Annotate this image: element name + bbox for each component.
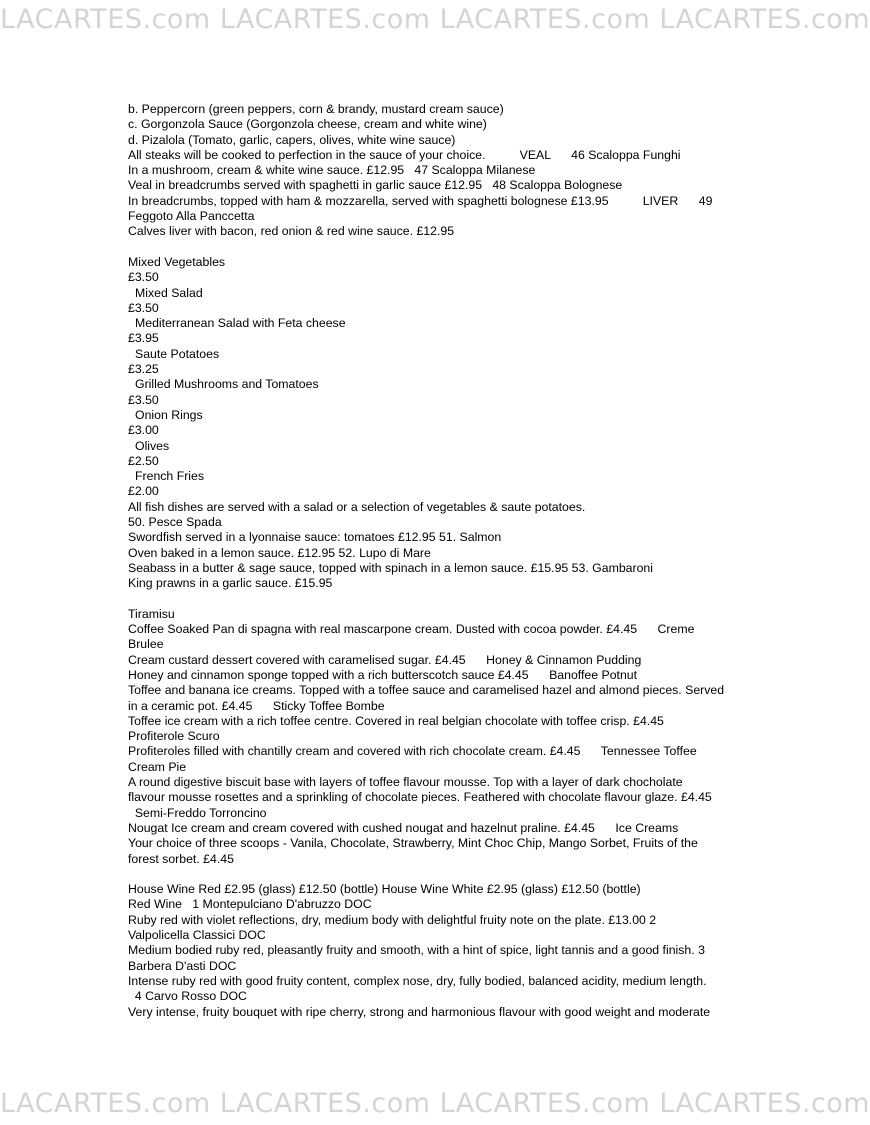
- side-price: £2.50: [128, 453, 159, 468]
- side-line: Mixed Salad: [135, 285, 203, 300]
- side-line: Mixed Vegetables: [128, 254, 226, 269]
- menu-line: Seabass in a butter & sage sauce, topped with spinach in a lemon sauce. £15.95 53. Gambaroni: [128, 560, 654, 575]
- wines-section: [128, 882, 748, 1020]
- menu-line: b. Peppercorn (green peppers, corn & brandy, mustard cream sauce): [128, 102, 504, 116]
- watermark-top: LACARTES.com LACARTES.com LACARTES.com LACARTES.com: [0, 4, 870, 35]
- menu-line: In a mushroom, cream & white wine sauce. £12.95 47 Scaloppa Milanese: [128, 163, 536, 178]
- menu-line: Brulee: [128, 637, 164, 652]
- section-gap: [128, 867, 748, 882]
- menu-line: d. Pizalola (Tomato, garlic, capers, olives, white wine sauce): [128, 132, 456, 147]
- menu-line: Profiterole Scuro: [128, 729, 220, 744]
- sides-section: [128, 255, 748, 500]
- menu-text: [128, 102, 748, 1020]
- side-price: £2.00: [128, 484, 159, 499]
- side-price: £3.00: [128, 423, 159, 438]
- menu-line: Toffee ice cream with a rich toffee centre. Covered in real belgian chocolate with toffee crisp. £4.45: [128, 713, 664, 728]
- menu-line: 4 Carvo Rosso DOC: [128, 989, 247, 1004]
- side-price: £3.95: [128, 331, 159, 346]
- side-price: £3.50: [128, 392, 159, 407]
- side-line: Olives: [135, 438, 170, 453]
- menu-line: All steaks will be cooked to perfection in the sauce of your choice. VEAL 46 Scaloppa Funghi: [128, 147, 681, 162]
- menu-line: Very intense, fruity bouquet with ripe cherry, strong and harmonious flavour with good weight and moderate: [128, 1004, 711, 1019]
- side-price: £3.50: [128, 270, 159, 285]
- side-line: Grilled Mushrooms and Tomatoes: [135, 377, 319, 392]
- side-line: French Fries: [135, 469, 205, 484]
- menu-line: Tiramisu: [128, 606, 175, 621]
- menu-line: Veal in breadcrumbs served with spaghetti in garlic sauce £12.95 48 Scaloppa Bolognese: [128, 178, 623, 193]
- menu-line: Cream custard dessert covered with caramelised sugar. £4.45 Honey & Cinnamon Pudding: [128, 652, 642, 667]
- menu-line: Profiteroles filled with chantilly cream and covered with rich chocolate cream. £4.45 Tennessee Toffee: [128, 744, 697, 759]
- fish-section: [128, 500, 748, 592]
- menu-line: Nougat Ice cream and cream covered with cushed nougat and hazelnut praline. £4.45 Ice Creams: [128, 820, 679, 835]
- steaks-section: [128, 102, 748, 240]
- menu-line: King prawns in a garlic sauce. £15.95: [128, 576, 333, 591]
- menu-line: 50. Pesce Spada: [128, 515, 222, 530]
- menu-line: Calves liver with bacon, red onion & red wine sauce. £12.95: [128, 224, 455, 239]
- menu-line: Ruby red with violet reflections, dry, medium body with delightful fruity note on the plate. £13.00 2: [128, 912, 657, 927]
- menu-line: in a ceramic pot. £4.45 Sticky Toffee Bombe: [128, 698, 385, 713]
- section-gap: [128, 592, 748, 607]
- side-line: Saute Potatoes: [135, 346, 220, 361]
- menu-line: Cream Pie: [128, 759, 187, 774]
- menu-line: Honey and cinnamon sponge topped with a rich butterscotch sauce £4.45 Banoffee Potnut: [128, 667, 638, 682]
- section-gap: [128, 240, 748, 255]
- menu-line: Intense ruby red with good fruity content, complex nose, dry, fully bodied, balanced acidity, medium length.: [128, 973, 707, 988]
- menu-line: Feggoto Alla Panccetta: [128, 209, 255, 224]
- menu-line: House Wine Red £2.95 (glass) £12.50 (bottle) House Wine White £2.95 (glass) £12.50 (bottle): [128, 882, 641, 897]
- side-line: Mediterranean Salad with Feta cheese: [135, 316, 346, 331]
- menu-line: Your choice of three scoops - Vanila, Chocolate, Strawberry, Mint Choc Chip, Mango Sorbet, Fruits of the: [128, 836, 698, 851]
- menu-line: Barbera D'asti DOC: [128, 958, 237, 973]
- side-price: £3.25: [128, 362, 159, 377]
- menu-line: In breadcrumbs, topped with ham & mozzarella, served with spaghetti bolognese £13.95 LIVER 49: [128, 193, 713, 208]
- menu-line: Coffee Soaked Pan di spagna with real mascarpone cream. Dusted with cocoa powder. £4.45 Creme: [128, 622, 695, 637]
- watermark-bottom: LACARTES.com LACARTES.com LACARTES.com LACARTES.com: [0, 1088, 870, 1119]
- desserts-section: [128, 607, 748, 867]
- menu-line: Red Wine 1 Montepulciano D'abruzzo DOC: [128, 897, 372, 912]
- side-price: £3.50: [128, 300, 159, 315]
- menu-line: Toffee and banana ice creams. Topped with a toffee sauce and caramelised hazel and almond pieces. Served: [128, 683, 725, 698]
- menu-line: Swordfish served in a lyonnaise sauce: tomatoes £12.95 51. Salmon: [128, 530, 502, 545]
- menu-line: All fish dishes are served with a salad or a selection of vegetables & saute potatoes.: [128, 499, 586, 514]
- menu-line: Valpolicella Classici DOC: [128, 928, 266, 943]
- side-line: Onion Rings: [135, 407, 203, 422]
- menu-line: A round digestive biscuit base with layers of toffee flavour mousse. Top with a layer of dark chocholate: [128, 775, 683, 790]
- menu-line: c. Gorgonzola Sauce (Gorgonzola cheese, cream and white wine): [128, 117, 487, 132]
- menu-line: Semi-Freddo Torroncino: [128, 805, 267, 820]
- menu-line: Oven baked in a lemon sauce. £12.95 52. Lupo di Mare: [128, 545, 431, 560]
- menu-line: flavour mousse rosettes and a sprinkling of chocolate pieces. Feathered with chocolate flavour glaze. £4.45: [128, 790, 712, 805]
- menu-line: Medium bodied ruby red, pleasantly fruity and smooth, with a hint of spice, light tannis and a good finish. 3: [128, 943, 705, 958]
- menu-line: forest sorbet. £4.45: [128, 851, 234, 866]
